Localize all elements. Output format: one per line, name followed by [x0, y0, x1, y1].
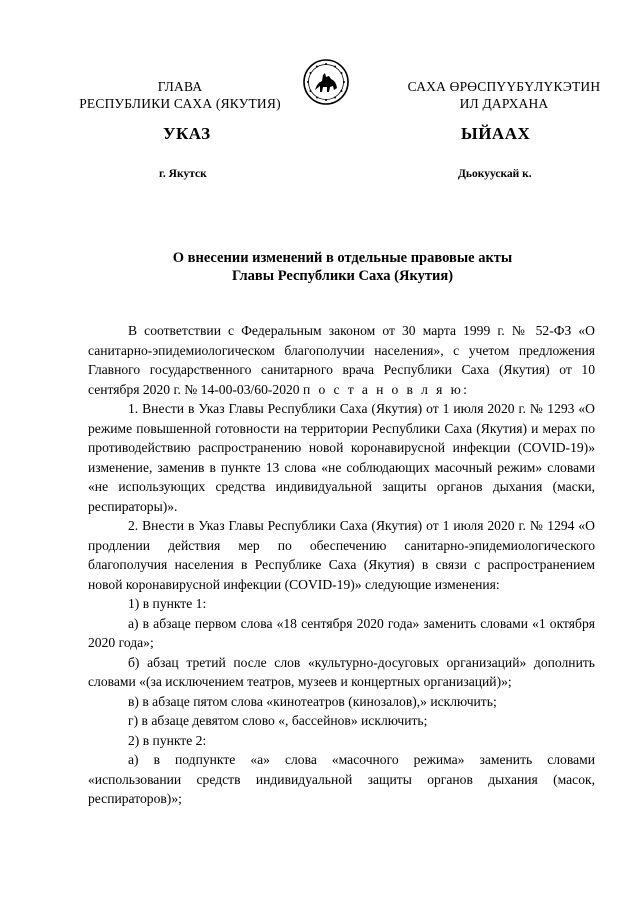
paragraph-item-1: 1. Внести в Указ Главы Республики Саха (Якутия) от 1 июля 2020 г. № 1293 «О режиме повышенной готовности на территории Республики Саха (Якутия) и мерах по противодействию распространению новой коронавирусной инфекции (COVID-19)» изменение, заменив в пункте 13 слова «не соблюдающих масочный режим» словами «не использующих средства индивидуальной защиты органов дыхания (маски, респираторы)».: [88, 401, 595, 514]
header-left: [66, 78, 294, 112]
header-left-line2: РЕСПУБЛИКИ САХА (ЯКУТИЯ): [79, 96, 281, 111]
paragraph-sub-2: 2) в пункте 2:: [128, 732, 207, 748]
paragraph-item-2: 2. Внести в Указ Главы Республики Саха (Якутия) от 1 июля 2020 г. № 1294 «О продлении действия мер по обеспечению санитарно-эпидемиологического благополучия населения в Республике Саха (Якутия) в связи с распространением новой коронавирусной инфекции (COVID-19)» следующие изменения:: [88, 518, 595, 592]
paragraph-preamble: [88, 321, 595, 399]
header-right-line2: ИЛ ДАРХАНА: [459, 96, 549, 111]
paragraph-sub-1v: в) в абзаце пятом слова «кинотеатров (кинозалов),» исключить;: [128, 693, 497, 709]
paragraph-sub-1a: а) в абзаце первом слова «18 сентября 2020 года» заменить словами «1 октября 2020 года»;: [88, 615, 595, 650]
header-right: [388, 78, 620, 112]
decree-label-ru: УКАЗ: [163, 124, 211, 143]
title-line1: О внесении изменений в отдельные правовые акты: [172, 250, 513, 266]
header-right-line1: САХА ӨРӨСПҮҮБҮЛҮКЭТИН: [407, 79, 601, 94]
preamble-text: В соответствии с Федеральным законом от 30 марта 1999 г. № 52-ФЗ «О санитарно-эпидемиологическом благополучии населения», с учетом предложения Главного государственного санитарного врача Республики Саха (Якутия) от 10 сентября 2020 г. № 14-00-03/60-2020: [88, 323, 595, 397]
document-title: [80, 249, 605, 285]
emblem-icon: [303, 59, 349, 105]
title-line2: Главы Республики Саха (Якутия): [231, 268, 454, 284]
header-left-line1: ГЛАВА: [157, 79, 203, 94]
decree-body: [88, 321, 595, 809]
city-ru: г. Якутск: [159, 168, 207, 180]
paragraph-sub-1g: г) в абзаце девятом слово «, бассейнов» исключить;: [128, 713, 428, 728]
city-sah: Дьокуускай к.: [458, 168, 532, 180]
decree-word: п о с т а н о в л я ю:: [303, 381, 470, 397]
decree-label-sah: ЫЙААХ: [461, 124, 531, 143]
paragraph-sub-1b: б) абзац третий после слов «культурно-досуговых организаций» дополнить словами «(за исключением театров, музеев и концертных организаций)»;: [88, 654, 595, 689]
paragraph-sub-2a: а) в подпункте «а» слова «масочного режима» заменить словами «использовании средств индивидуальной защиты органов дыхания (масок, респираторов)»;: [88, 752, 595, 806]
paragraph-sub-1: 1) в пункте 1:: [128, 596, 207, 611]
